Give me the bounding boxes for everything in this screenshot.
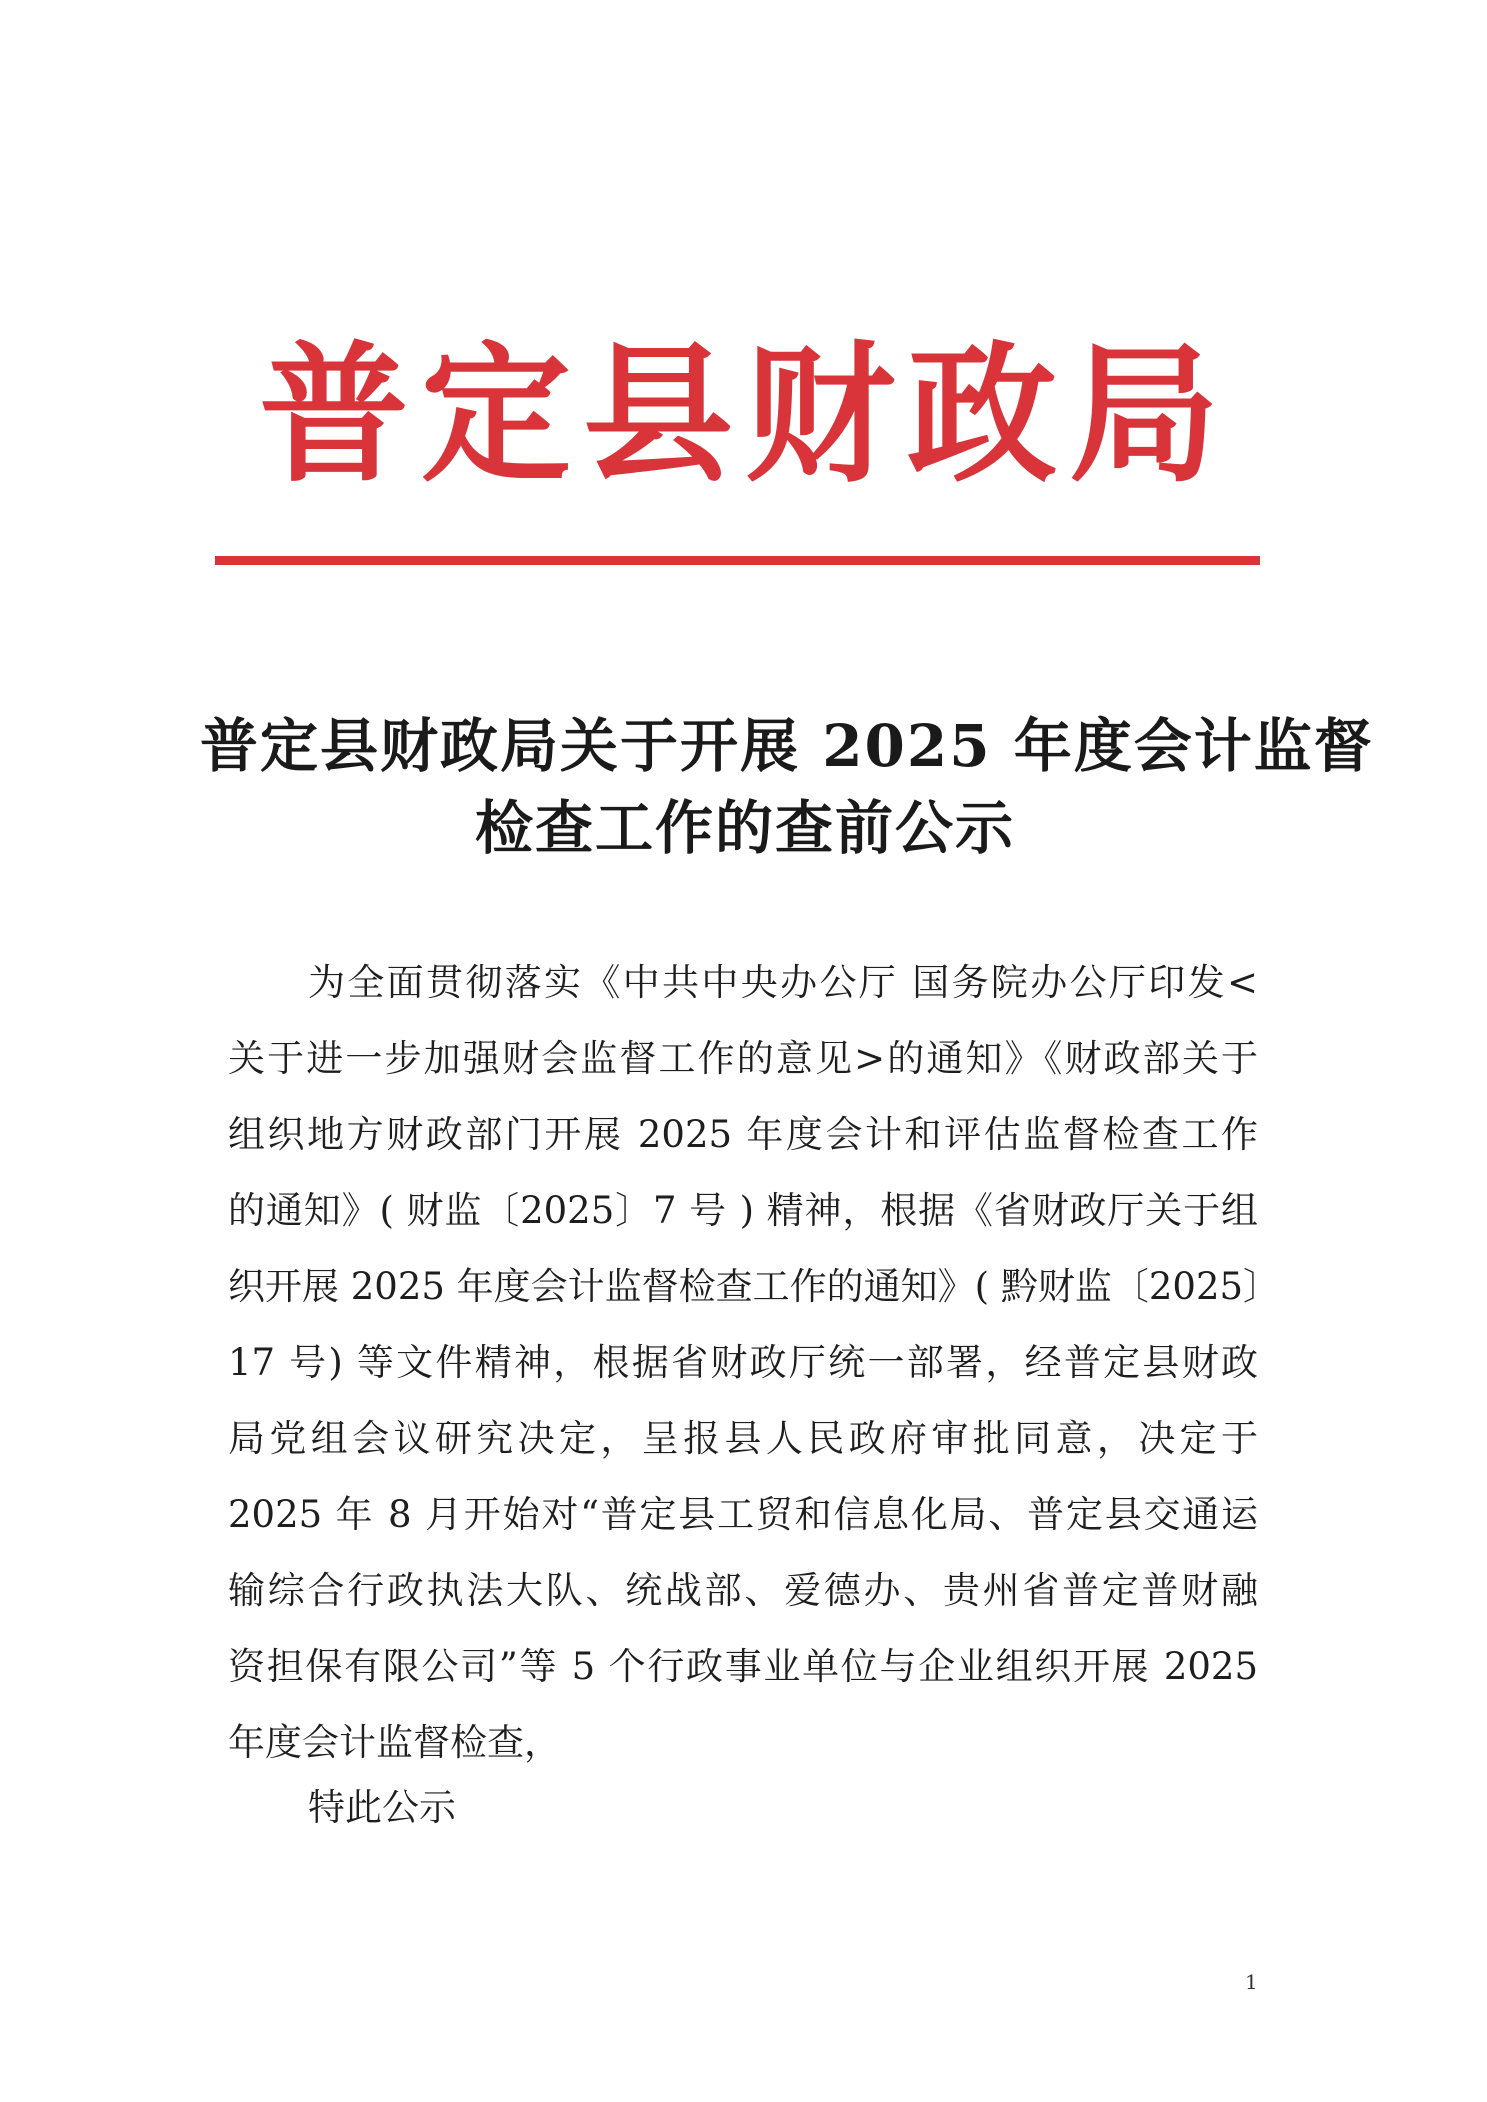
body-line: 局党组会议研究决定，呈报县人民政府审批同意，决定于 (228, 1417, 1258, 1460)
title-line-2: 检查工作的查前公示 (474, 794, 1015, 862)
title-line-1: 普定县财政局关于开展 2025 年度会计监督 (200, 712, 1374, 780)
body-line: 资担保有限公司”等 5 个行政事业单位与企业组织开展 2025 (228, 1645, 1258, 1688)
body-line: 年度会计监督检查， (228, 1721, 561, 1764)
body-line: 2025 年 8 月开始对“普定县工贸和信息化局、普定县交通运 (228, 1493, 1258, 1536)
body-line: 17 号) 等文件精神，根据省财政厅统一部署，经普定县财政 (228, 1341, 1258, 1384)
body-line: 输综合行政执法大队、统战部、爱德办、贵州省普定普财融 (228, 1569, 1258, 1612)
page-number: 1 (1245, 1970, 1258, 1994)
body-line: 织开展 2025 年度会计监督检查工作的通知》( 黔财监〔2025〕 (228, 1265, 1281, 1308)
body-line: 的通知》( 财监〔2025〕7 号 ) 精神，根据《省财政厅关于组 (228, 1189, 1258, 1232)
closing-statement: 特此公示 (308, 1786, 456, 1829)
document-title (200, 705, 1374, 869)
body-line: 关于进一步加强财会监督工作的意见>的通知》《财政部关于 (228, 1037, 1258, 1080)
body-line: 为全面贯彻落实《中共中央办公厅 国务院办公厅印发< (308, 961, 1258, 1004)
body-paragraph (228, 945, 1281, 1781)
body-line: 组织地方财政部门开展 2025 年度会计和评估监督检查工作 (228, 1113, 1258, 1156)
masthead-org-name: 普定县财政局 (258, 327, 1231, 503)
masthead-red-rule (215, 556, 1260, 565)
